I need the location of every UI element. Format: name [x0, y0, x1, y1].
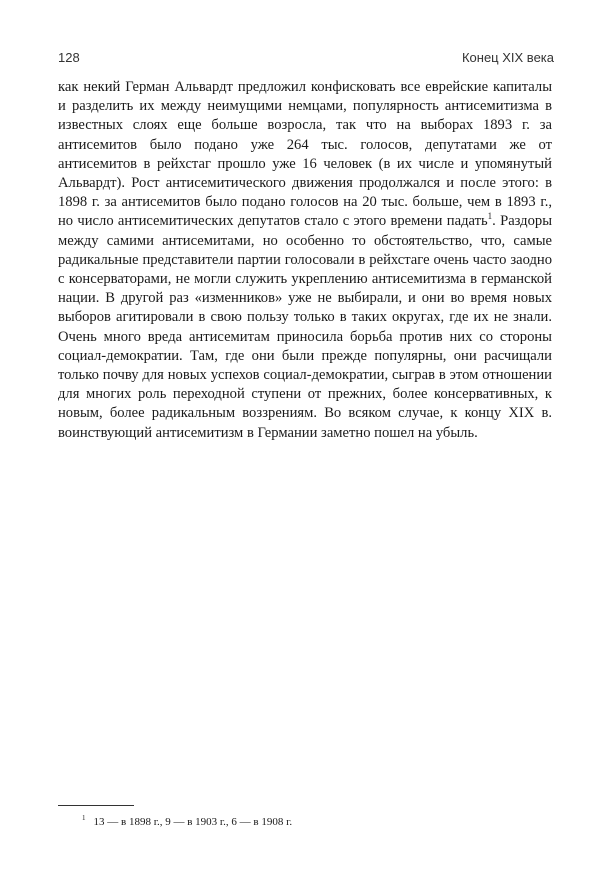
- body-text-main: как некий Герман Альвардт предложил конфисковать все еврейские капиталы и разделить их между неимущими немцами, популярность антисемитизма в известных слоях еще больше возросла, так что на выборах 1893 г. за антисемитов было подано уже 264 тыс. голосов, депутатами же от антисемитов в рейхстаг прошло уже 16 человек (в их числе и упомянутый Альвардт). Рост антисемитического движения продолжался и после этого: в 1898 г. за антисемитов было подано голосов на 20 тыс. больше, чем в 1893 г., но число антисемитических депутатов стало с этого времени падать: [58, 79, 552, 230]
- running-header: Конец XIX века: [461, 50, 554, 65]
- footnote: [82, 815, 552, 829]
- body-paragraph: [58, 78, 552, 443]
- page-number: 128: [58, 50, 80, 65]
- footnote-reference[interactable]: 1: [487, 211, 493, 222]
- footnote-mark: 1: [82, 814, 86, 823]
- footnote-divider: [58, 805, 134, 806]
- body-text-rest: . Раздоры между самими антисемитами, но особенно то обстоятельство, что, самые радикальные представители партии голосовали в рейхстаге очень часто заодно с консерваторами, не могли служить укреплению антисемитизма в германской нации. В другой раз «изменников» уже не выбирали, и они во время новых выборов агитировали в свою пользу только в таких округах, где их не знали. Очень много вреда антисемитам приносила борьба против них со стороны социал-демократии. Там, где они были прежде популярны, они расчищали только почву для новых успехов социал-демократии, сыграв в этом отношении для многих роль переходной ступени от прежних, более консервативных, к новым, более радикальным воззрениям. Во всяком случае, к концу XIX в. воинствующий антисемитизм в Германии заметно пошел на убыль.: [58, 213, 553, 441]
- footnote-text: 13 — в 1898 г., 9 — в 1903 г., 6 — в 1908 г.: [93, 816, 293, 828]
